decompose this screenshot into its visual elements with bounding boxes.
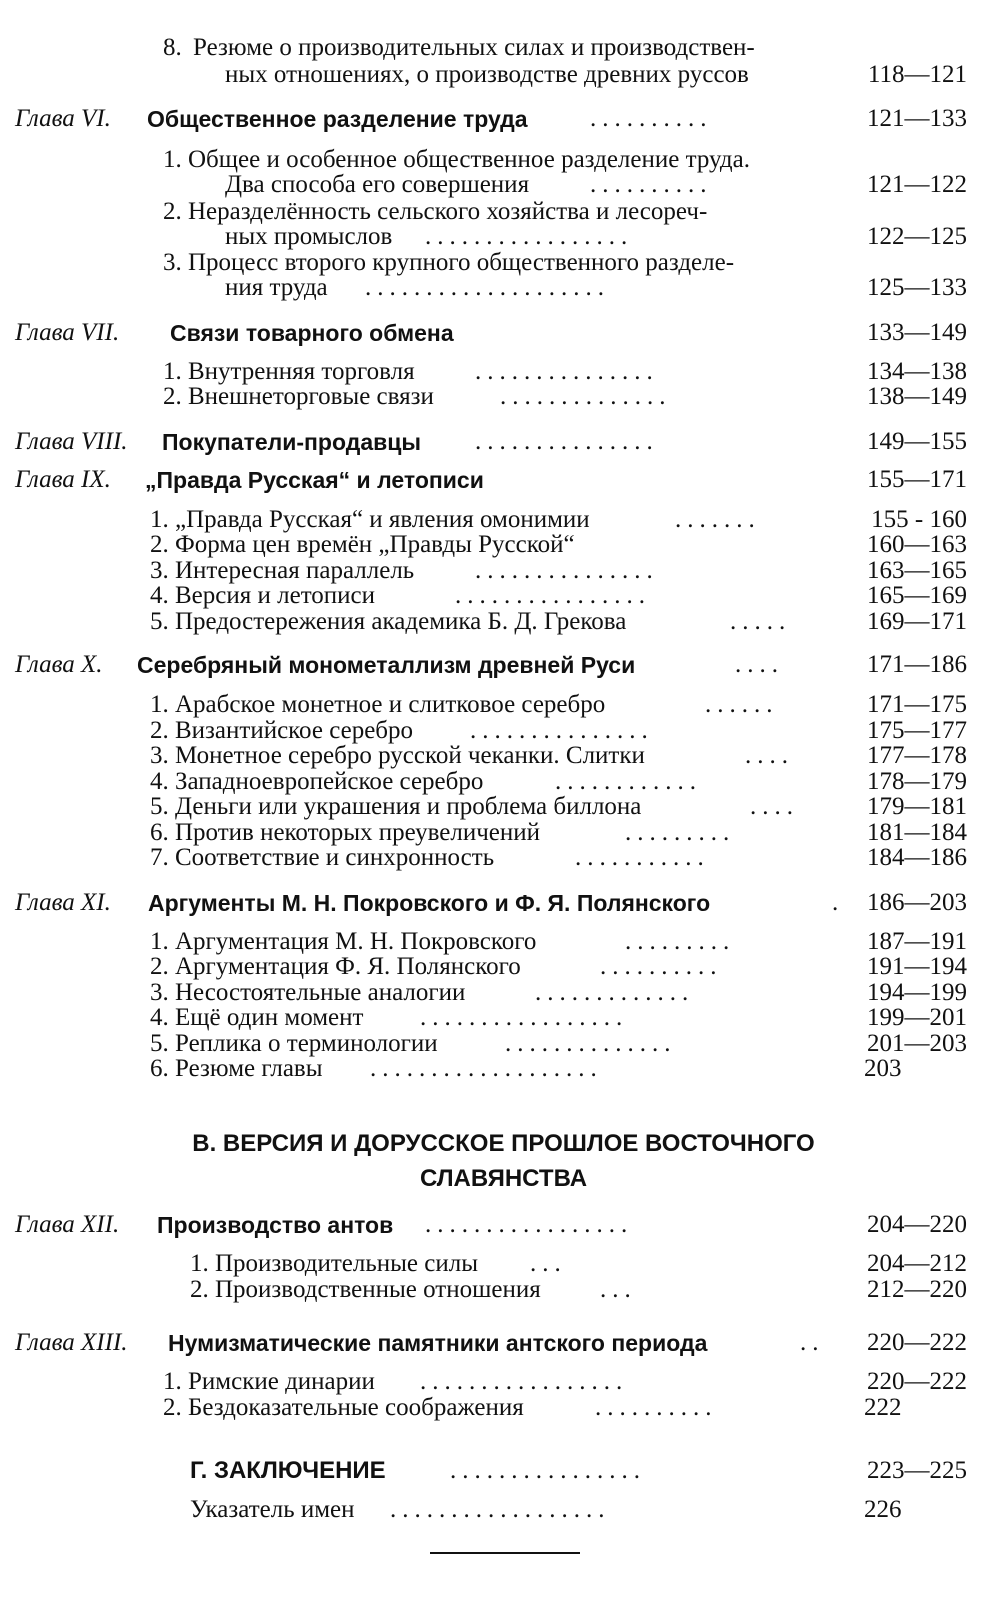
- page-range: 171—186: [867, 651, 967, 678]
- page-range: 171—175: [867, 691, 967, 718]
- entry-text: ных промыслов: [225, 223, 393, 250]
- chapter-title: Нумизматические памятники антского периода: [168, 1330, 708, 1356]
- leader-dots: ..: [800, 1329, 825, 1356]
- page-range: 223—225: [867, 1457, 967, 1484]
- toc-entry: [0, 33, 1007, 63]
- page-range: 186—203: [867, 889, 967, 916]
- chapter-label: Глава XI.: [15, 889, 111, 916]
- leader-dots: ...............: [475, 358, 659, 385]
- toc-entry: [0, 1393, 1007, 1423]
- leader-dots: ...: [600, 1276, 637, 1303]
- leader-dots: ....................: [365, 274, 610, 301]
- entry-text: 1. Производительные силы: [190, 1250, 478, 1277]
- chapter-title: Аргументы М. Н. Покровского и Ф. Я. Полянского: [148, 890, 711, 916]
- leader-dots: ....: [745, 742, 794, 769]
- index-entry: [0, 1495, 1007, 1525]
- leader-dots: ....: [735, 651, 784, 678]
- toc-entry: [0, 607, 1007, 637]
- leader-dots: .........: [625, 819, 736, 846]
- chapter-title: „Правда Русская“ и летописи: [145, 467, 484, 493]
- section-heading: СЛАВЯНСТВА: [419, 1165, 588, 1192]
- entry-text: Резюме о производительных силах и производствен-: [193, 34, 755, 61]
- page-range: 194—199: [867, 979, 967, 1006]
- toc-entry: [0, 60, 1007, 90]
- chapter-title: Связи товарного обмена: [170, 320, 454, 346]
- chapter-heading: [0, 650, 1007, 680]
- entry-text: 2. Бездоказательные соображения: [163, 1394, 524, 1421]
- chapter-title: Серебряный монометаллизм древней Руси: [137, 652, 636, 678]
- entry-text: 7. Соответствие и синхронность: [150, 844, 495, 871]
- entry-text: 5. Деньги или украшения и проблема биллона: [150, 793, 642, 820]
- entry-text: 2. Аргументация Ф. Я. Полянского: [150, 953, 521, 980]
- leader-dots: .....: [730, 608, 792, 635]
- page-range: 220—222: [867, 1329, 967, 1356]
- page-range: 155—171: [867, 466, 967, 493]
- toc-entry: [0, 1275, 1007, 1305]
- toc-entry: [0, 843, 1007, 873]
- leader-dots: .........: [625, 928, 736, 955]
- entry-text: 1. Арабское монетное и слитковое серебро: [150, 691, 606, 718]
- chapter-title: Покупатели-продавцы: [162, 429, 422, 455]
- chapter-heading: [0, 1210, 1007, 1240]
- page-range: 179—181: [867, 793, 967, 820]
- chapter-label: Глава VIII.: [15, 428, 128, 455]
- leader-dots: .................: [425, 223, 634, 250]
- page-range: 155 - 160: [871, 506, 967, 533]
- conclusion-title: Г. ЗАКЛЮЧЕНИЕ: [190, 1457, 386, 1484]
- page-range: 133—149: [867, 319, 967, 346]
- chapter-label: Глава XIII.: [15, 1329, 128, 1356]
- leader-dots: .................: [425, 1211, 634, 1238]
- leader-dots: ..........: [595, 1394, 718, 1421]
- leader-dots: ..................: [390, 1496, 611, 1523]
- entry-text: 1. Аргументация М. Н. Покровского: [150, 928, 537, 955]
- entry-text: 5. Предостережения академика Б. Д. Грекова: [150, 608, 627, 635]
- chapter-title: Общественное разделение труда: [147, 106, 528, 132]
- entry-text: 2. Византийское серебро: [150, 717, 414, 744]
- page-range: 222: [864, 1394, 902, 1421]
- entry-text: 1. Общее и особенное общественное разделение труда.: [163, 146, 750, 173]
- page-range: 199—201: [867, 1004, 967, 1031]
- entry-text: 6. Против некоторых преувеличений: [150, 819, 541, 846]
- leader-dots: ..............: [505, 1030, 677, 1057]
- entry-text: 2. Форма цен времён „Правды Русской“: [150, 531, 575, 558]
- leader-dots: ................: [455, 582, 651, 609]
- chapter-heading: [0, 427, 1007, 457]
- page-range: 181—184: [867, 819, 967, 846]
- page-range: 226: [864, 1496, 902, 1523]
- entry-text: 5. Реплика о терминологии: [150, 1030, 438, 1057]
- leader-dots: ...................: [370, 1055, 603, 1082]
- entry-text: 3. Несостоятельные аналогии: [150, 979, 466, 1006]
- page-range: 178—179: [867, 768, 967, 795]
- chapter-label: Глава X.: [15, 651, 103, 678]
- entry-text: 3. Интересная параллель: [150, 557, 415, 584]
- page-range: 203: [864, 1055, 902, 1082]
- chapter-label: Глава VI.: [15, 105, 111, 132]
- leader-dots: ..........: [590, 105, 713, 132]
- chapter-heading: [0, 465, 1007, 495]
- page-range: 177—178: [867, 742, 967, 769]
- page-range: 212—220: [867, 1276, 967, 1303]
- entry-text: 3. Процесс второго крупного общественного разделе-: [163, 249, 735, 276]
- page-range: 191—194: [867, 953, 967, 980]
- page-range: 122—125: [867, 223, 967, 250]
- entry-text: 2. Внешнеторговые связи: [163, 383, 434, 410]
- entry-text: 4. Западноевропейское серебро: [150, 768, 484, 795]
- page-range: 121—133: [867, 105, 967, 132]
- page-range: 204—212: [867, 1250, 967, 1277]
- entry-text: 6. Резюме главы: [150, 1055, 323, 1082]
- page-range: 121—122: [867, 171, 967, 198]
- page-range: 220—222: [867, 1368, 967, 1395]
- toc-entry: [0, 382, 1007, 412]
- page-range: 175—177: [867, 717, 967, 744]
- leader-dots: ....: [750, 793, 799, 820]
- chapter-title: Производство антов: [157, 1212, 394, 1238]
- leader-dots: ...............: [475, 557, 659, 584]
- entry-text: 8.: [163, 34, 182, 61]
- leader-dots: ..........: [590, 171, 713, 198]
- leader-dots: .................: [420, 1368, 629, 1395]
- leader-dots: .: [832, 889, 845, 916]
- leader-dots: ......: [705, 691, 779, 718]
- leader-dots: ..........: [600, 953, 723, 980]
- leader-dots: .......: [675, 506, 761, 533]
- leader-dots: ............: [555, 768, 702, 795]
- leader-dots: ...: [530, 1250, 567, 1277]
- page-range: 125—133: [867, 274, 967, 301]
- entry-text: 2. Производственные отношения: [190, 1276, 541, 1303]
- chapter-heading: [0, 1328, 1007, 1358]
- leader-dots: ................: [450, 1457, 646, 1484]
- entry-text: 4. Версия и летописи: [150, 582, 376, 609]
- chapter-heading: [0, 104, 1007, 134]
- leader-dots: ...............: [470, 717, 654, 744]
- entry-text: 3. Монетное серебро русской чеканки. Слитки: [150, 742, 645, 769]
- leader-dots: ...............: [475, 428, 659, 455]
- chapter-label: Глава IX.: [15, 466, 111, 493]
- page-range: 169—171: [867, 608, 967, 635]
- section-heading: В. ВЕРСИЯ И ДОРУССКОЕ ПРОШЛОЕ ВОСТОЧНОГО: [192, 1130, 815, 1157]
- page-range: 149—155: [867, 428, 967, 455]
- toc-entry: [0, 273, 1007, 303]
- entry-text: Два способа его совершения: [225, 171, 530, 198]
- entry-text: ных отношениях, о производстве древних руссов: [225, 61, 749, 88]
- page-range: 134—138: [867, 358, 967, 385]
- entry-text: 2. Неразделённость сельского хозяйства и лесореч-: [163, 198, 708, 225]
- page-range: 118—121: [867, 61, 967, 88]
- page-range: 165—169: [867, 582, 967, 609]
- toc-entry: [0, 170, 1007, 200]
- leader-dots: ...........: [575, 844, 710, 871]
- leader-dots: ..............: [500, 383, 672, 410]
- page-range: 163—165: [867, 557, 967, 584]
- toc-entry: [0, 1054, 1007, 1084]
- entry-text: 1. Римские динарии: [163, 1368, 375, 1395]
- page-range: 204—220: [867, 1211, 967, 1238]
- index-title: Указатель имен: [190, 1496, 355, 1523]
- page-range: 184—186: [867, 844, 967, 871]
- chapter-heading: [0, 318, 1007, 348]
- page-range: 138—149: [867, 383, 967, 410]
- chapter-heading: [0, 888, 1007, 918]
- entry-text: 1. Внутренняя торговля: [163, 358, 415, 385]
- entry-text: 4. Ещё один момент: [150, 1004, 364, 1031]
- page-range: 187—191: [867, 928, 967, 955]
- entry-text: ния труда: [225, 274, 328, 301]
- page-range: 160—163: [867, 531, 967, 558]
- chapter-label: Глава VII.: [15, 319, 120, 346]
- page-range: 201—203: [867, 1030, 967, 1057]
- chapter-label: Глава XII.: [15, 1211, 120, 1238]
- closing-rule: [430, 1552, 580, 1554]
- conclusion-entry: [0, 1456, 1007, 1486]
- leader-dots: .............: [535, 979, 695, 1006]
- entry-text: 1. „Правда Русская“ и явления омонимии: [150, 506, 590, 533]
- leader-dots: .................: [420, 1004, 629, 1031]
